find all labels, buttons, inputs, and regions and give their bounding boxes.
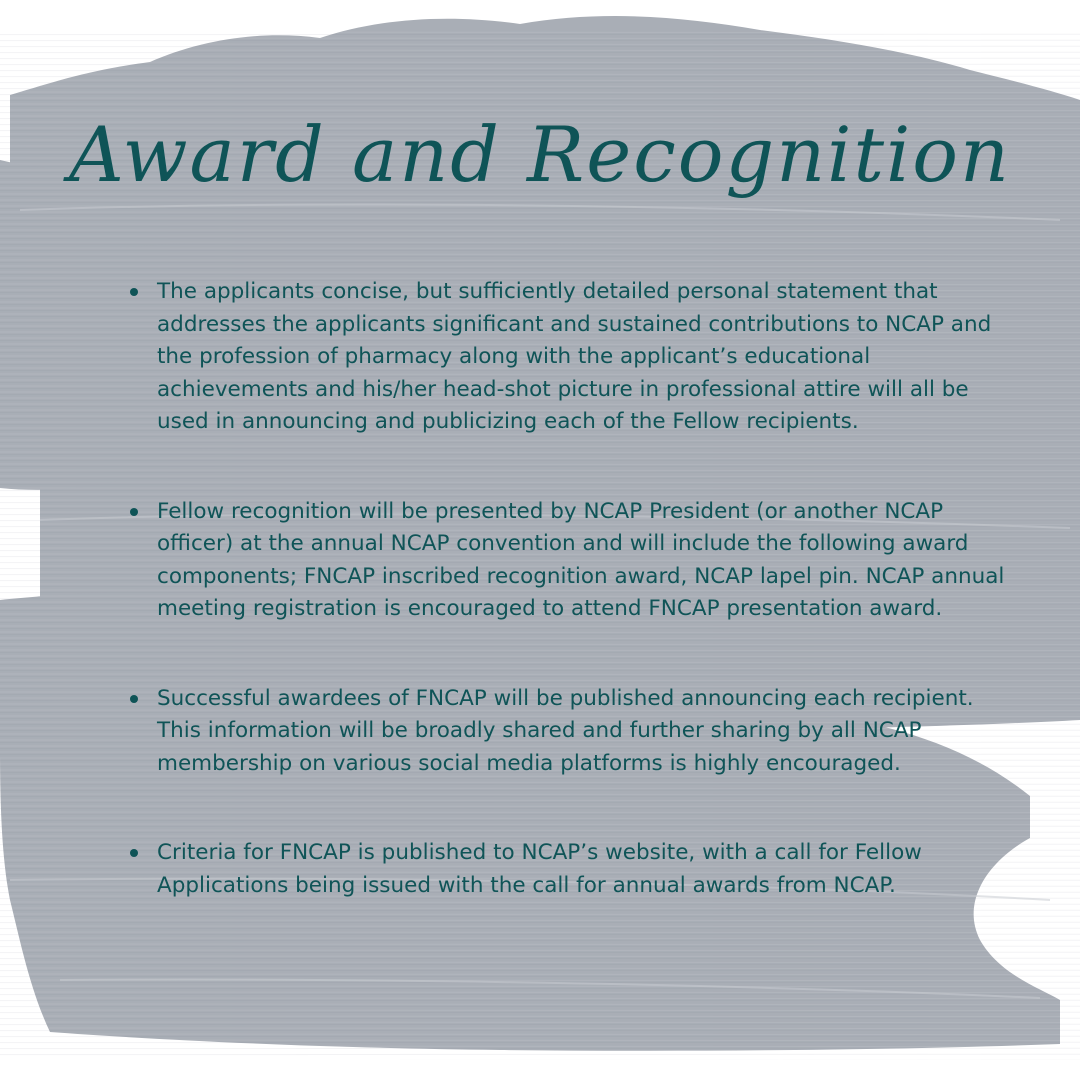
list-item-text: The applicants concise, but sufficiently detailed personal statement that addresses the applicants significant and sustained contributions to NCAP and the profession of pharmacy along with the applicant’s educational achievements and his/her head-shot picture in professional attire will all be used in announcing and publicizing each of the Fellow recipients. (157, 279, 992, 434)
list-item-text: Criteria for FNCAP is published to NCAP’s website, with a call for Fellow Applications being issued with the call for annual awards from NCAP. (157, 840, 922, 898)
list-item-text: Successful awardees of FNCAP will be published announcing each recipient. This information will be broadly shared and further sharing by all NCAP membership on various social media platforms is highly encouraged. (157, 685, 974, 776)
bullet-dot-icon (130, 288, 138, 296)
bullet-dot-icon (130, 849, 138, 857)
bullet-dot-icon (130, 695, 138, 703)
list-item (127, 683, 1007, 781)
page-title: Award and Recognition (68, 110, 1011, 199)
list-item-text: Fellow recognition will be presented by NCAP President (or another NCAP officer) at the annual NCAP convention and will include the following award components; FNCAP inscribed recognition award, NCAP lapel pin. NCAP annual meeting registration is encouraged to attend FNCAP presentation award. (157, 498, 1005, 621)
bullet-dot-icon (130, 508, 138, 516)
bullet-list (127, 276, 1007, 902)
list-item (127, 276, 1007, 439)
list-item (127, 837, 1007, 902)
list-item (127, 496, 1007, 626)
